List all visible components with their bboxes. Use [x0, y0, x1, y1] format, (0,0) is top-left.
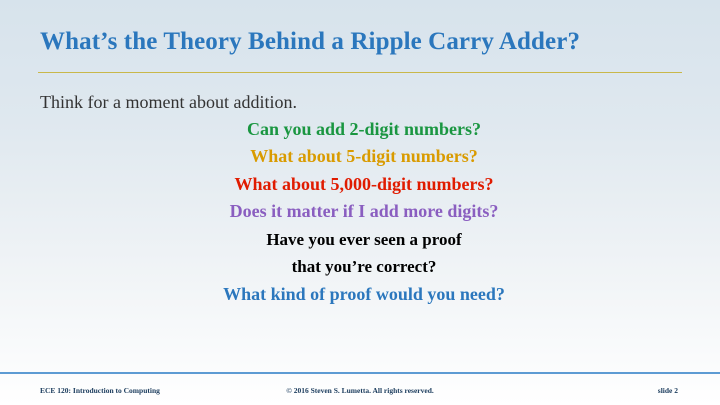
body-line-5digit: What about 5-digit numbers?: [250, 146, 478, 167]
body-line-2digit: Can you add 2-digit numbers?: [246, 119, 482, 140]
footer-divider: [0, 372, 720, 374]
footer-course: ECE 120: Introduction to Computing: [40, 386, 160, 395]
slide-body: [40, 92, 688, 309]
title-divider: [38, 72, 682, 73]
body-line-intro: Think for a moment about addition.: [40, 92, 297, 112]
body-line-proof-1: Have you ever seen a proof: [266, 230, 462, 250]
page-title: What’s the Theory Behind a Ripple Carry Adder?: [40, 28, 581, 55]
body-line-5000digit: What about 5,000-digit numbers?: [234, 173, 494, 194]
footer-copyright: © 2016 Steven S. Lumetta. All rights reserved.: [286, 386, 434, 395]
body-line-kind-of-proof: What kind of proof would you need?: [223, 284, 505, 305]
footer: [0, 382, 720, 402]
footer-slide-number: slide 2: [657, 386, 678, 395]
body-line-proof-2: that you’re correct?: [291, 257, 437, 277]
body-line-more-digits: Does it matter if I add more digits?: [229, 200, 499, 221]
